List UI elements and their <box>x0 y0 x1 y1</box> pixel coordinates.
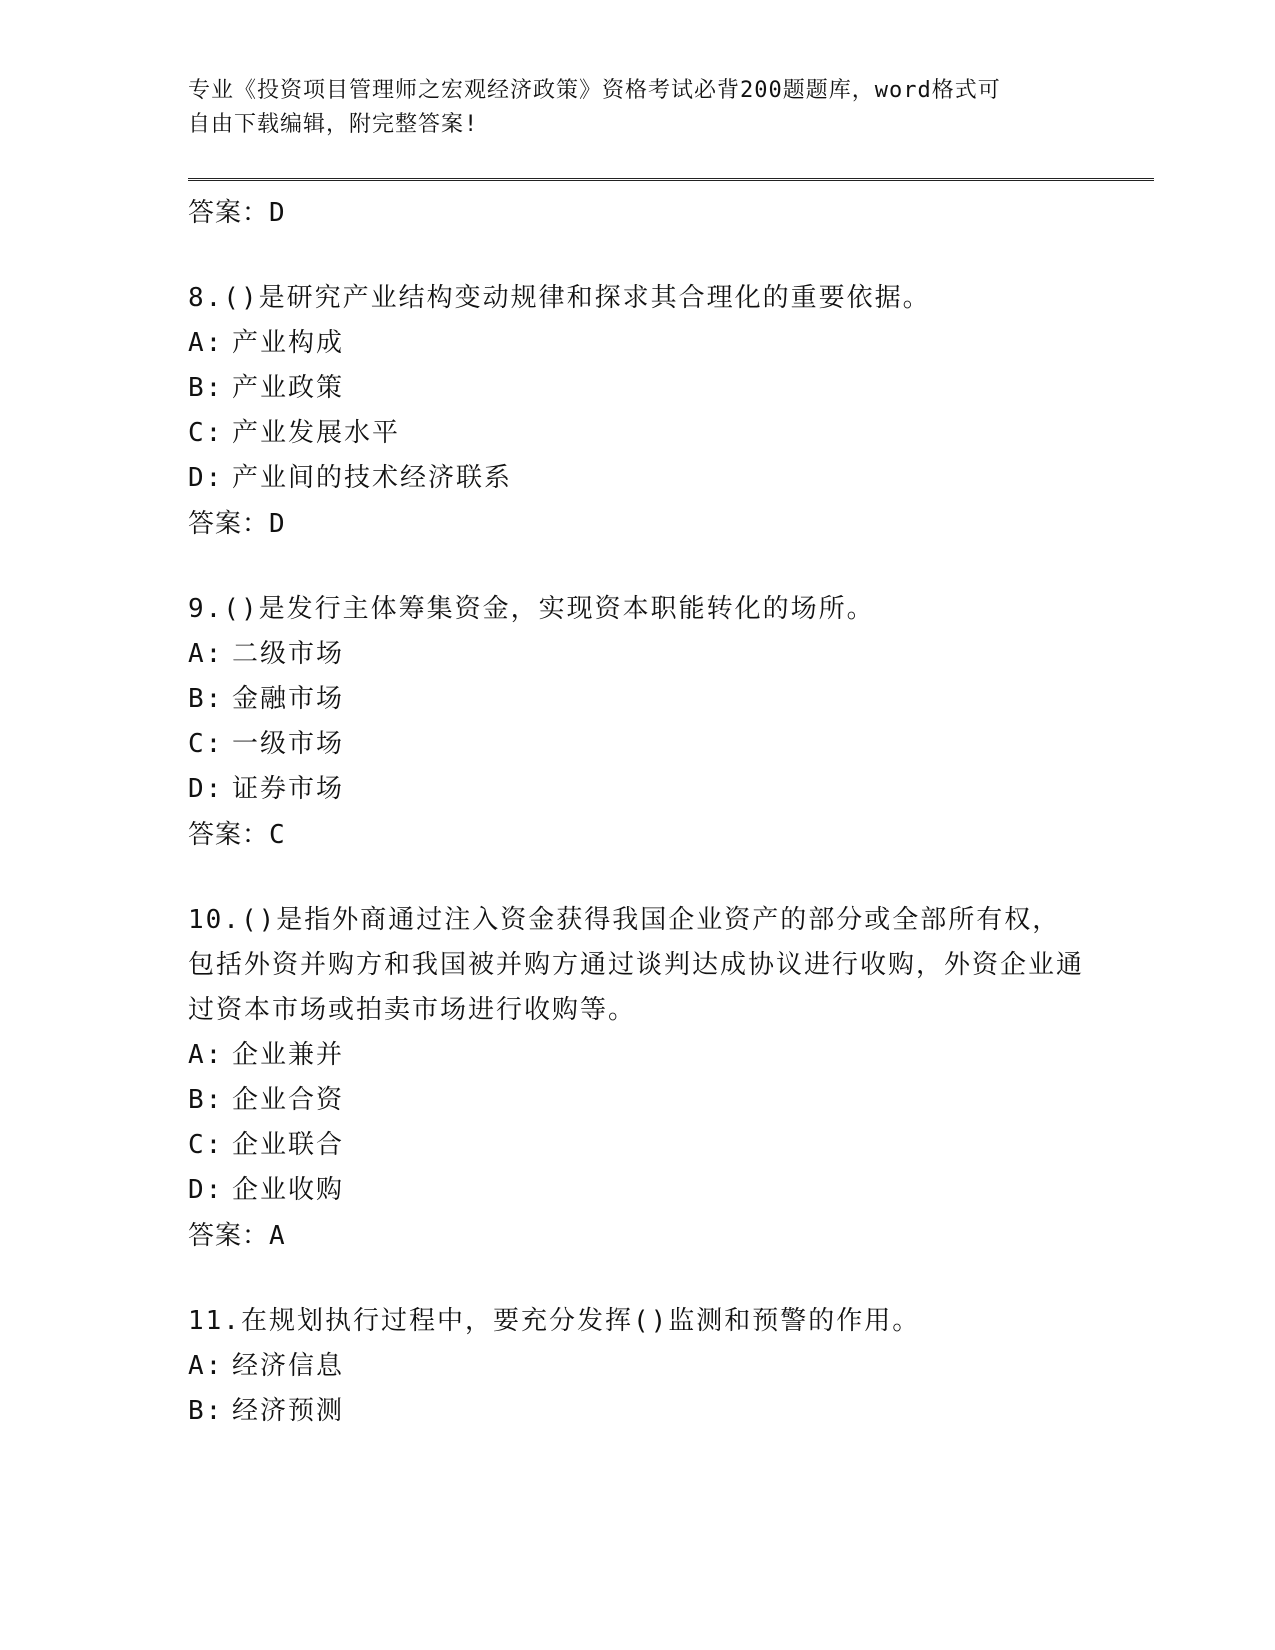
option-c <box>188 1123 1088 1168</box>
option-label: B: <box>188 1396 224 1426</box>
option-label: B: <box>188 373 224 403</box>
option-text: 经济信息 <box>232 1351 345 1381</box>
spacer <box>188 1259 1088 1299</box>
option-c <box>188 411 1088 456</box>
answer-line: 答案：D <box>188 509 286 539</box>
question-item <box>188 276 1088 547</box>
option-text: 产业发展水平 <box>232 418 401 448</box>
option-label: A: <box>188 1351 224 1381</box>
option-text: 企业合资 <box>232 1085 345 1115</box>
option-b <box>188 366 1088 411</box>
question-item <box>188 1299 1088 1434</box>
option-label: B: <box>188 1085 224 1115</box>
spacer <box>188 858 1088 898</box>
option-label: D: <box>188 774 224 804</box>
option-label: C: <box>188 418 224 448</box>
option-label: C: <box>188 729 224 759</box>
question-list <box>188 190 1088 1434</box>
option-a <box>188 632 1088 677</box>
option-text: 产业政策 <box>232 373 345 403</box>
option-label: A: <box>188 1040 224 1070</box>
option-a <box>188 1344 1088 1389</box>
question-text: 9.()是发行主体筹集资金，实现资本职能转化的场所。 <box>188 594 875 624</box>
option-d <box>188 767 1088 812</box>
option-b <box>188 677 1088 722</box>
answer-line: 答案：A <box>188 1221 286 1251</box>
option-text: 产业间的技术经济联系 <box>232 463 513 493</box>
option-a <box>188 321 1088 366</box>
option-b <box>188 1389 1088 1434</box>
header-line-1: 专业《投资项目管理师之宏观经济政策》资格考试必背200题题库，word格式可 <box>188 78 1001 103</box>
answer-line: 答案：D <box>188 198 286 228</box>
option-label: A: <box>188 639 224 669</box>
question-text: 10.()是指外商通过注入资金获得我国企业资产的部分或全部所有权，包括外资并购方和我国被并购方通过谈判达成协议进行收购，外资企业通过资本市场或拍卖市场进行收购等。 <box>188 905 1085 1025</box>
option-label: A: <box>188 328 224 358</box>
option-label: D: <box>188 1175 224 1205</box>
document-header <box>188 74 1068 142</box>
question-text: 8.()是研究产业结构变动规律和探求其合理化的重要依据。 <box>188 283 931 313</box>
option-a <box>188 1033 1088 1078</box>
question-item <box>188 898 1088 1259</box>
option-text: 企业联合 <box>232 1130 345 1160</box>
option-text: 经济预测 <box>232 1396 345 1426</box>
option-text: 产业构成 <box>232 328 345 358</box>
spacer <box>188 236 1088 276</box>
question-text: 11.在规划执行过程中，要充分发挥()监测和预警的作用。 <box>188 1306 921 1336</box>
header-line-2: 自由下载编辑，附完整答案! <box>188 112 479 137</box>
option-text: 证券市场 <box>232 774 345 804</box>
answer-line: 答案：C <box>188 820 286 850</box>
option-text: 金融市场 <box>232 684 345 714</box>
option-text: 一级市场 <box>232 729 345 759</box>
option-d <box>188 456 1088 501</box>
option-d <box>188 1168 1088 1213</box>
option-text: 企业兼并 <box>232 1040 345 1070</box>
option-label: B: <box>188 684 224 714</box>
option-c <box>188 722 1088 767</box>
question-item <box>188 587 1088 858</box>
header-divider <box>188 178 1154 182</box>
option-label: D: <box>188 463 224 493</box>
option-text: 二级市场 <box>232 639 345 669</box>
option-text: 企业收购 <box>232 1175 345 1205</box>
option-label: C: <box>188 1130 224 1160</box>
option-b <box>188 1078 1088 1123</box>
spacer <box>188 547 1088 587</box>
